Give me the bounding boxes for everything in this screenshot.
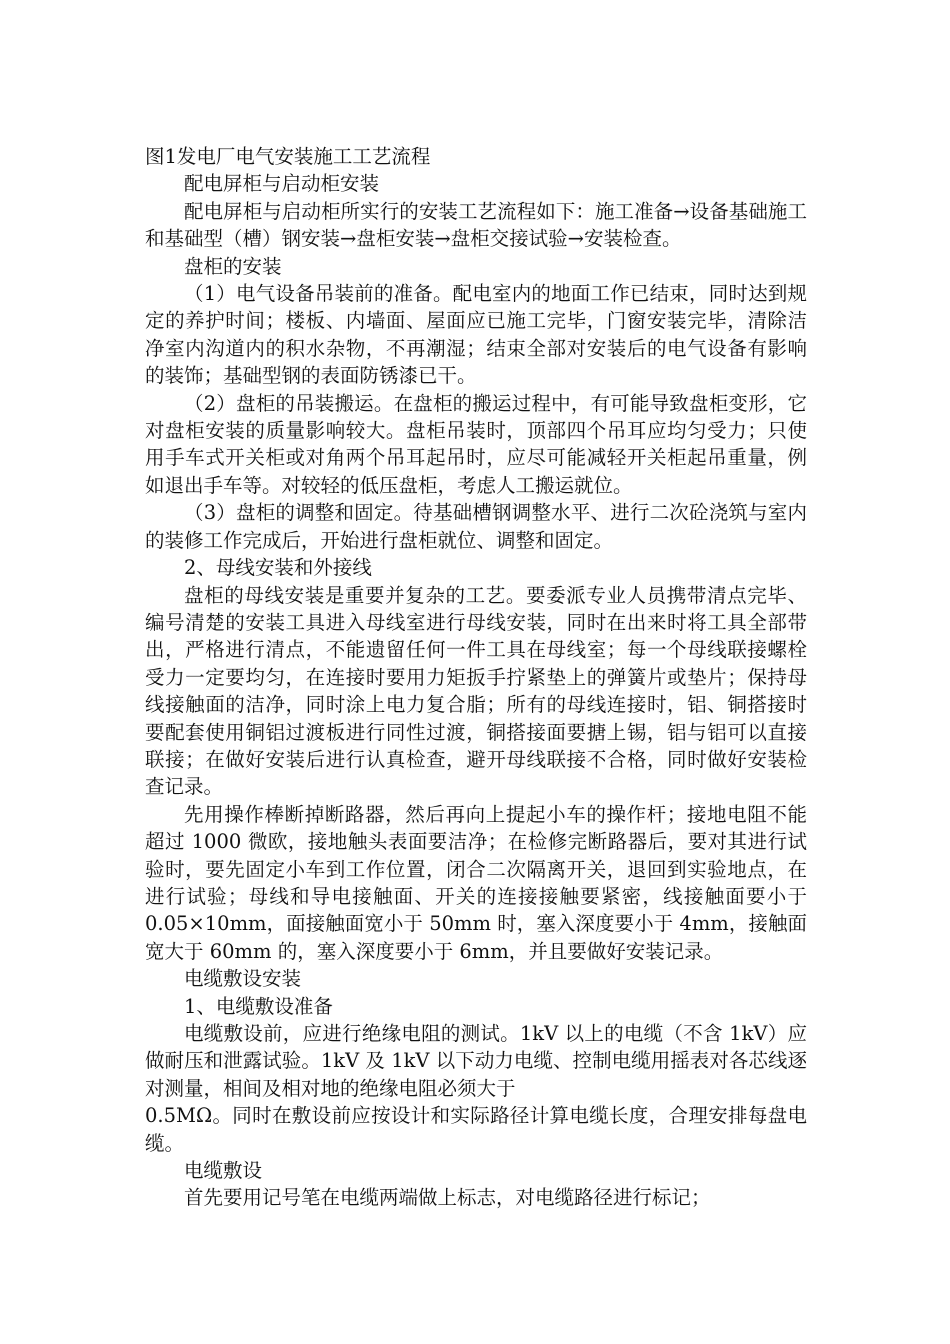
figure-caption: 图1发电厂电气安装施工工艺流程: [145, 145, 431, 168]
section-heading-switchgear: 配电屏柜与启动柜安装: [184, 172, 380, 196]
paragraph-cable-laying: 首先要用记号笔在电缆两端做上标志，对电缆路径进行标记；: [184, 1186, 711, 1210]
paragraph-process-flow: 配电屏柜与启动柜所实行的安装工艺流程如下：施工准备→设备基础施工和基础型（槽）钢安装→盘柜安装→盘柜交接试验→安装检查。: [145, 199, 807, 251]
paragraph-item-3: （3）盘柜的调整和固定。待基础槽钢调整水平、进行二次砼浇筑与室内的装修工作完成后，开始进行盘柜就位、调整和固定。: [145, 501, 807, 552]
subheading-cable-laying: 电缆敷设: [184, 1159, 263, 1183]
paragraph-cable-prep-a: 电缆敷设前，应进行绝缘电阻的测试。1kV 以上的电缆（不含 1kV）应做耐压和泄露试验。1kV 及 1kV 以下动力电缆、控制电缆用摇表对各芯线逐对测量，相间及相对地的绝缘电阻必须大于: [145, 1022, 807, 1100]
paragraph-item-2: （2）盘柜的吊装搬运。在盘柜的搬运过程中，有可能导致盘柜变形，它对盘柜安装的质量影响较大。盘柜吊装时，顶部四个吊耳应均匀受力；只使用手车式开关柜或对角两个吊耳起吊时，应尽可能减轻开关柜起吊重量，例如退出手车等。对较轻的低压盘柜，考虑人工搬运就位。: [145, 391, 807, 497]
subheading-busbar: 2、母线安装和外接线: [184, 556, 372, 580]
paragraph-cable-prep-b: 0.5MΩ。同时在敷设前应按设计和实际路径计算电缆长度，合理安排每盘电缆。: [145, 1104, 807, 1155]
paragraph-busbar-1: 盘柜的母线安装是重要并复杂的工艺。要委派专业人员携带清点完毕、编号清楚的安装工具进入母线室进行母线安装，同时在出来时将工具全部带出，严格进行清点，不能遗留任何一件工具在母线室；每一个母线联接螺栓受力一定要均匀，在连接时要用力矩扳手拧紧垫上的弹簧片或垫片；保持母线接触面的洁净，同时涂上电力复合脂；所有的母线连接时，铝、铜搭接时要配套使用铜铝过渡板进行同性过渡，铜搭接面要搪上锡，铝与铝可以直接联接；在做好安装后进行认真检查，避开母线联接不合格，同时做好安装检查记录。: [145, 583, 807, 799]
section-heading-cable: 电缆敷设安装: [184, 967, 302, 991]
subheading-cabinet-install: 盘柜的安装: [184, 254, 282, 278]
document-body: [145, 143, 807, 1212]
subheading-cable-prep: 1、电缆敷设准备: [184, 994, 333, 1018]
paragraph-item-1: （1）电气设备吊装前的准备。配电室内的地面工作已结束，同时达到规定的养护时间；楼板、内墙面、屋面应已施工完毕，门窗安装完毕，清除洁净室内沟道内的积水杂物，不再潮湿；结束全部对安装后的电气设备有影响的装饰；基础型钢的表面防锈漆已干。: [145, 282, 807, 388]
paragraph-busbar-2: 先用操作棒断掉断路器，然后再向上提起小车的操作杆；接地电阻不能超过 1000 微欧，接地触头表面要洁净；在检修完断路器后，要对其进行试验时，要先固定小车到工作位置，闭合二次隔离开关，退回到实验地点，在进行试验；母线和导电接触面、开关的连接接触要紧密，线接触面要小于 0.05×10mm，面接触面宽小于 50mm 时，塞入深度要小于 4mm，接触面宽大于 60mm 的，塞入深度要小于 6mm，并且要做好安装记录。: [145, 802, 807, 963]
